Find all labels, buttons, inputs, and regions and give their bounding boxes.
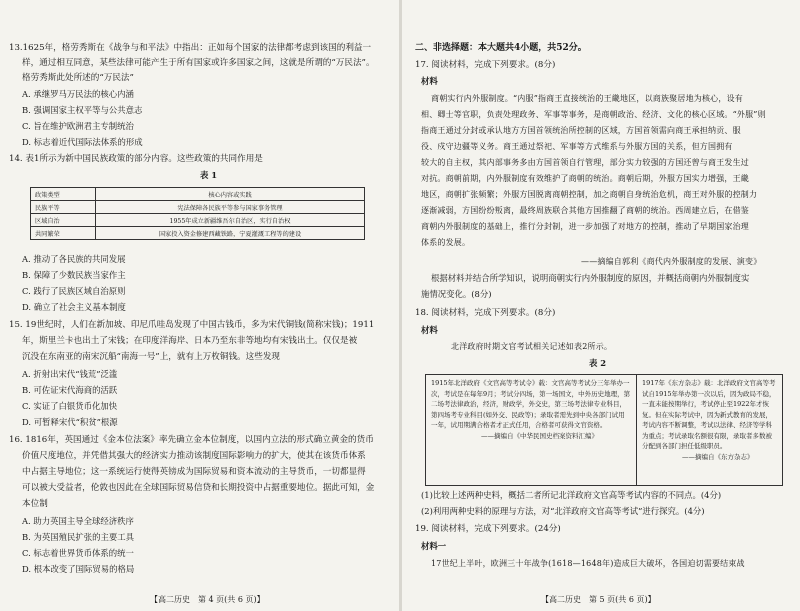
table1-title: 表 1 [200, 170, 218, 180]
table-cell: 核心内容或实践 [96, 188, 365, 201]
q14-stem: 14. 表1所示为新中国民族政策的部分内容。这些政策的共同作用是 [9, 154, 263, 164]
q15-stem-line2: 年，斯里兰卡也出土了宋钱；在印度洋海岸、日本乃至东非等地均有宋钱出土。仅仅是被 [22, 336, 358, 346]
q17-material-line: 较大的自主权，其内部事务多由方国首领自行管理，部分实力较强的方国还曾与商王发生过 [421, 158, 749, 167]
q19-material-line: 17世纪上半叶，欧洲三十年战争(1618—1648年)造成巨大破坏，各国迫切需要结束战 [431, 559, 745, 568]
q13-stem-line3: 格劳秀斯此处所述的“万民法” [22, 73, 134, 83]
q17-material-label: 材料 [421, 76, 438, 86]
table2-title: 表 2 [589, 358, 607, 368]
q16-option-c[interactable]: C. 标志着世界货币体系的统一 [22, 548, 134, 558]
table-row [31, 214, 365, 227]
q17-material-line: 商朝内外服制度的基础上，推行分封制，进一步加强了对地方的控制，推动了早期国家治理 [421, 222, 749, 231]
q16-stem-line1: 16. 1816年，英国通过《金本位法案》率先确立金本位制度，以国内立法的形式确立黄金的货币 [9, 435, 374, 445]
q14-option-b[interactable]: B. 保障了少数民族当家作主 [22, 270, 126, 280]
table-row [31, 201, 365, 214]
table-cell: 宪法保障各民族平等参与国家事务管理 [96, 201, 365, 214]
q15-stem-line3: 沉没在东南亚的南宋沉船“南海一号”上，就有上万枚铜钱。这些发现 [22, 352, 281, 362]
table-cell: 政策类型 [31, 188, 96, 201]
q13-option-d[interactable]: D. 标志着近代国际法体系的形成 [22, 137, 143, 147]
q15-option-b[interactable]: B. 可佐证宋代海商的活跃 [22, 385, 118, 395]
q16-stem-line4: 可以被大受益者，伦敦也因此在全球国际贸易信贷和长期投资中占据重要地位。据此可知，金 [22, 483, 375, 493]
q15-option-a[interactable]: A. 折射出宋代“钱荒”泛滥 [22, 369, 118, 379]
table-row [31, 188, 365, 201]
q17-stem: 17. 阅读材料，完成下列要求。(8分) [415, 60, 556, 70]
q13-option-b[interactable]: B. 强调国家主权平等与公共意志 [22, 105, 143, 115]
q16-stem-line2: 价值尺度地位，并凭借其强大的经济实力推动该制度国际影响力的扩大，使其在该货币体系 [22, 451, 366, 461]
q13-option-c[interactable]: C. 旨在维护欧洲君主专制统治 [22, 121, 134, 131]
q14-option-d[interactable]: D. 确立了社会主义基本制度 [22, 302, 126, 312]
table2-right-cell [637, 375, 782, 485]
q17-material-line: 地区，商朝扩张频繁；外服方国脱离商朝控制，加之商朝自身统治危机，商王对外服的控制力 [421, 190, 758, 199]
table2-left-source: ——摘编自《中华民国史档案资料汇编》 [481, 431, 598, 440]
table-cell: 共同繁荣 [31, 227, 96, 240]
q17-material-line: 商朝实行内外服制度。“内服”指商王直接统治的王畿地区，以商族聚居地为核心，设有 [431, 94, 743, 103]
page-footer-right: 【高二历史 第 5 页(共 6 页)】 [541, 595, 656, 604]
q18-stem: 18. 阅读材料，完成下列要求。(8分) [415, 308, 556, 318]
section-heading: 二、非选择题：本大题共4小题，共52分。 [415, 43, 587, 53]
q17-source: ——摘编自郭利《商代内外服制度的发展、演变》 [581, 257, 762, 266]
q16-stem-line5: 本位制 [22, 499, 48, 509]
table2-right-source: ——摘编自《东方杂志》 [682, 452, 754, 461]
page-5 [401, 0, 800, 611]
table-row [31, 227, 365, 240]
q17-material-line: 相、卿士等官职，负责处理政务、军事等事务，是商朝政治、经济、文化的核心区域。“外服”则 [421, 110, 766, 119]
table-cell: 国家投入资金修建西藏铁路，宁夏灌溉工程等的建设 [96, 227, 365, 240]
table1 [30, 187, 365, 240]
q18-ask-2: (2)利用两种史料的原理与方法，对“北洋政府文官高等考试”进行探究。(4分) [421, 506, 705, 516]
q16-stem-line3: 中占据主导地位；这一系统运行使得英镑成为国际贸易和资本流动的主导货币，一切都显得 [22, 467, 366, 477]
table-cell: 民族平等 [31, 201, 96, 214]
q17-material-line: 役、戍守边疆等义务。商王通过祭祀、军事等方式维系与外服方国的关系，但方国拥有 [421, 142, 733, 151]
page-footer-left: 【高二历史 第 4 页(共 6 页)】 [150, 595, 265, 604]
q18-material-label: 材料 [421, 325, 438, 335]
q17-material-line: 体系的发展。 [421, 238, 471, 247]
q15-stem-line1: 15. 19世纪时，人们在新加坡、印尼爪哇岛发现了中国古钱币，多为宋代铜钱(简称宋钱)；1911 [9, 320, 375, 330]
table-cell: 1955年成立新疆维吾尔自治区，实行自治权 [96, 214, 365, 227]
q17-ask-line1: 根据材料并结合所学知识，说明商朝实行内外服制度的原因，并概括商朝内外服制度实 [431, 273, 750, 283]
table2-left-text: 1915年北洋政府《文官高等考试令》载：文官高等考试分三年举办一次，考试是在每年9月；考试分四场，第一场国文，中外历史地理，第二场考法律政治，经济，财政学，外交史，第三场考法律专业科目，第四场考专业科目(如外交、民政等)；录取者需先到中央各部门试用一年，试用期满合格者才正式任用，合格者可获得文官资格。 [431, 379, 631, 429]
q14-option-a[interactable]: A. 推动了各民族的共同发展 [22, 254, 126, 264]
table2-left-cell [426, 375, 636, 485]
table-cell: 区域自治 [31, 214, 96, 227]
q13-option-a[interactable]: A. 承继罗马万民法的核心内涵 [22, 89, 134, 99]
q17-material-line: 逐渐减弱，方国纷纷叛离，最终周族联合其他方国推翻了商朝的统治。西周建立后，在借鉴 [421, 206, 749, 215]
q13-stem-line1: 13.1625年，格劳秀斯在《战争与和平法》中指出：正如每个国家的法律都考虑到该国的利益一 [9, 43, 372, 53]
q17-material-line: 指商王通过分封或承认地方方国首领统治所控制的区域，方国首领需向商王承担纳贡、服 [421, 126, 741, 135]
table2-right-text: 1917年《东方杂志》载：北洋政府文官高等考试自1915年举办第一次以后，因为政局不稳，一直未能按期举行，考试停止至1922年才恢复。但在实际考试中，因为新式教育的发展，考试内容不断调整，考试以法律、经济等学科为重点；考试录取名额很有限，录取者多数被分配到各部门担任低级职员。 [642, 379, 776, 450]
q13-stem-line2: 样，通过相互同意，某些法律可能产生于所有国家或许多国家之间，这就是所谓的“万民法”。 [22, 58, 375, 68]
q18-intro: 北洋政府时期文官考试相关记述如表2所示。 [451, 342, 613, 351]
q16-option-b[interactable]: B. 为英国殖民扩张的主要工具 [22, 532, 134, 542]
q15-option-c[interactable]: C. 实证了白银货币化加快 [22, 401, 118, 411]
q19-stem: 19. 阅读材料，完成下列要求。(24分) [415, 524, 561, 534]
q17-material-line: 对抗。商朝前期，内外服制度有效维护了商朝的统治。商朝后期，外服方国实力增强，王畿 [421, 174, 749, 183]
q17-ask-line2: 施情况变化。(8分) [421, 289, 492, 299]
q15-option-d[interactable]: D. 可暂释宋代“积贫”根源 [22, 417, 118, 427]
q19-material-label: 材料一 [421, 541, 447, 551]
q16-option-d[interactable]: D. 根本改变了国际贸易的格局 [22, 564, 135, 574]
q14-option-c[interactable]: C. 践行了民族区域自治原则 [22, 286, 126, 296]
q18-ask-1: (1)比较上述两种史料，概括二者所记北洋政府文官高等考试内容的不同点。(4分) [421, 490, 722, 500]
q16-option-a[interactable]: A. 助力英国主导全球经济秩序 [22, 516, 134, 526]
table2 [425, 374, 783, 486]
